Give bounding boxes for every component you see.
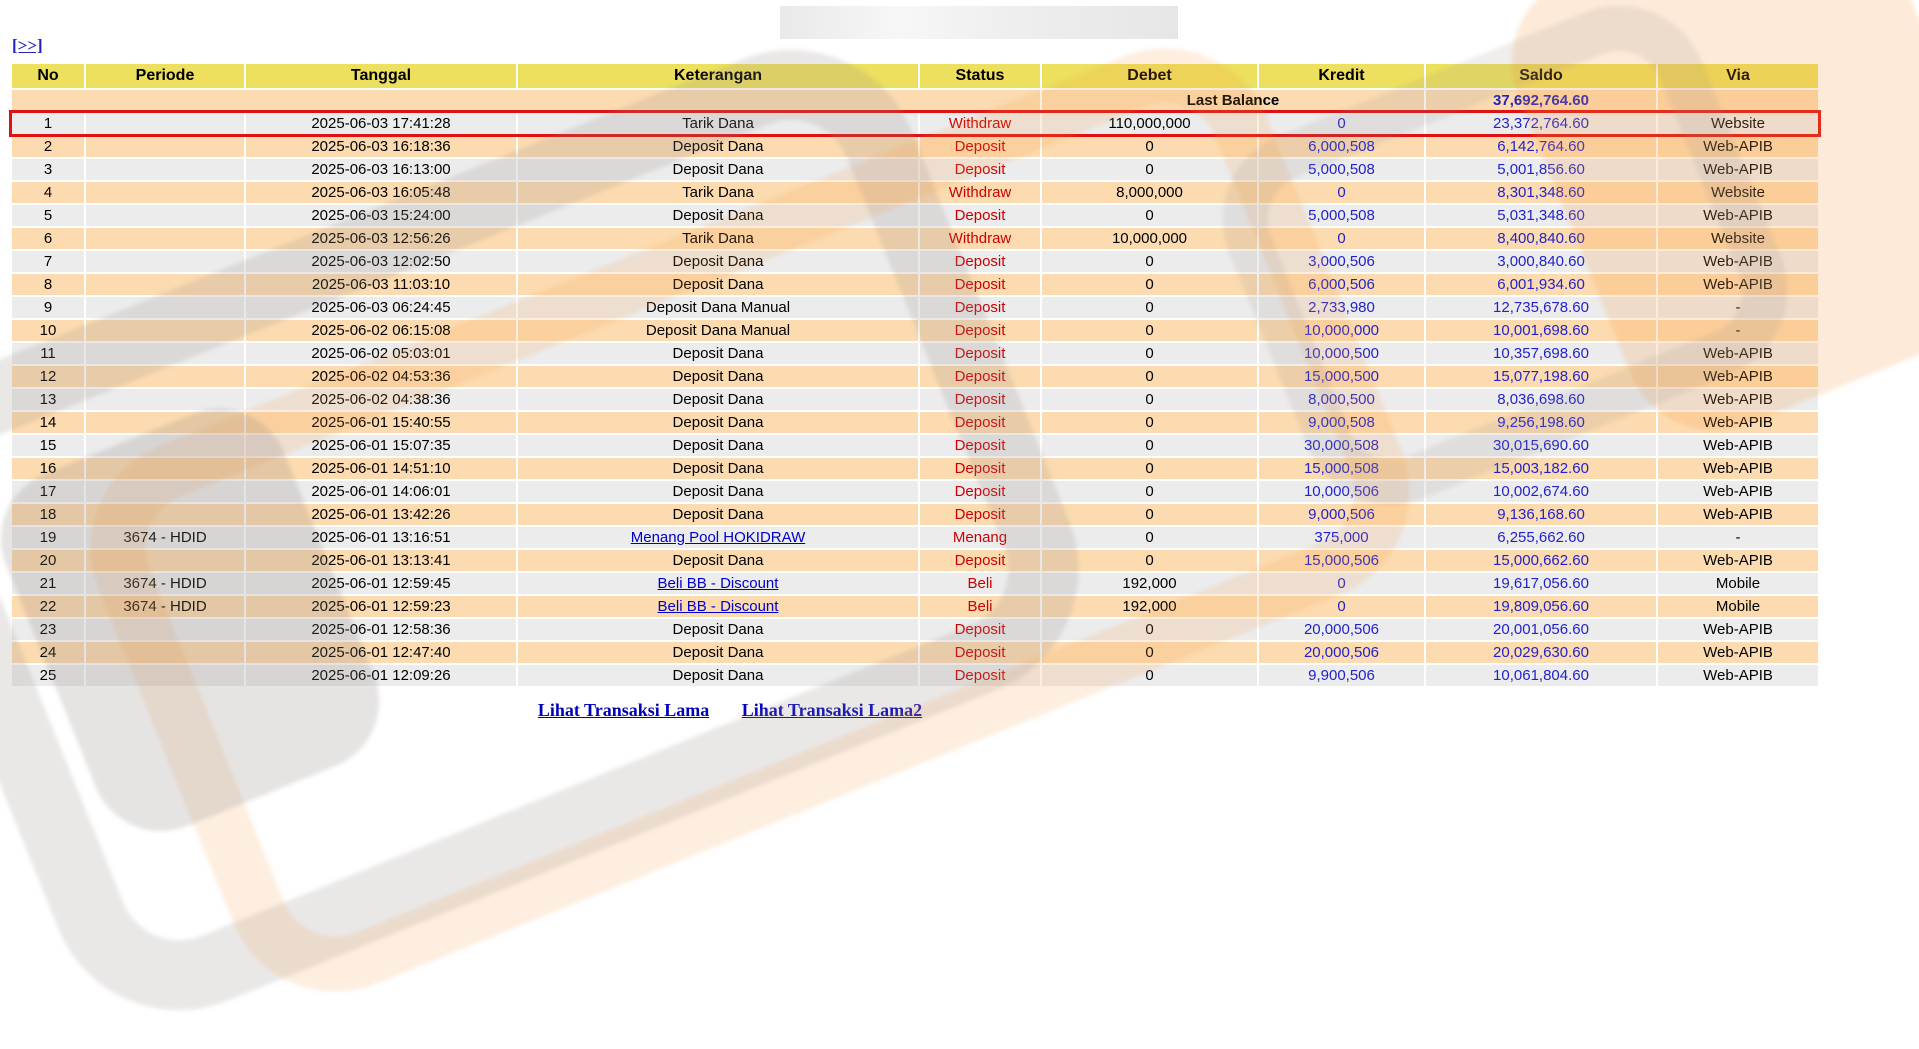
table-row[interactable]: [12, 527, 1818, 548]
cell-debet: 0: [1042, 343, 1257, 364]
last-balance-spacer: [12, 90, 1040, 111]
cell-kredit: 6,000,508: [1259, 136, 1424, 157]
cell-saldo: 6,255,662.60: [1426, 527, 1656, 548]
cell-tanggal: 2025-06-02 04:53:36: [246, 366, 516, 387]
cell-tanggal: 2025-06-03 15:24:00: [246, 205, 516, 226]
table-row[interactable]: [12, 343, 1818, 364]
cell-saldo: 10,001,698.60: [1426, 320, 1656, 341]
table-row[interactable]: [12, 182, 1818, 203]
cell-debet: 0: [1042, 435, 1257, 456]
cell-debet: 0: [1042, 159, 1257, 180]
cell-kredit: 20,000,506: [1259, 642, 1424, 663]
table-row[interactable]: [12, 136, 1818, 157]
cell-saldo: 15,003,182.60: [1426, 458, 1656, 479]
cell-keterangan: Deposit Dana: [518, 205, 918, 226]
transactions-section: [10, 62, 1820, 688]
cell-periode: [86, 458, 244, 479]
cell-saldo: 10,357,698.60: [1426, 343, 1656, 364]
cell-keterangan: Deposit Dana: [518, 251, 918, 272]
cell-periode: [86, 366, 244, 387]
cell-no: 19: [12, 527, 84, 548]
cell-periode: [86, 504, 244, 525]
table-row[interactable]: [12, 320, 1818, 341]
cell-kredit: 9,000,508: [1259, 412, 1424, 433]
cell-tanggal: 2025-06-02 05:03:01: [246, 343, 516, 364]
cell-saldo: 19,617,056.60: [1426, 573, 1656, 594]
cell-status: Deposit: [920, 412, 1040, 433]
last-balance-row: [12, 90, 1818, 111]
cell-debet: 0: [1042, 297, 1257, 318]
cell-periode: [86, 113, 244, 134]
cell-debet: 0: [1042, 619, 1257, 640]
cell-debet: 8,000,000: [1042, 182, 1257, 203]
cell-via: Web-APIB: [1658, 366, 1818, 387]
cell-periode: 3674 - HDID: [86, 573, 244, 594]
cell-no: 22: [12, 596, 84, 617]
cell-no: 7: [12, 251, 84, 272]
column-header-no: No: [12, 64, 84, 88]
cell-keterangan: Deposit Dana: [518, 136, 918, 157]
cell-via: -: [1658, 297, 1818, 318]
cell-saldo: 8,036,698.60: [1426, 389, 1656, 410]
cell-status: Beli: [920, 573, 1040, 594]
cell-debet: 0: [1042, 527, 1257, 548]
cell-no: 14: [12, 412, 84, 433]
cell-via: Web-APIB: [1658, 435, 1818, 456]
table-row[interactable]: [12, 435, 1818, 456]
cell-periode: 3674 - HDID: [86, 596, 244, 617]
cell-no: 5: [12, 205, 84, 226]
column-header-kredit: Kredit: [1259, 64, 1424, 88]
cell-keterangan: Deposit Dana: [518, 366, 918, 387]
cell-via: Web-APIB: [1658, 389, 1818, 410]
cell-tanggal: 2025-06-03 11:03:10: [246, 274, 516, 295]
keterangan-link[interactable]: Menang Pool HOKIDRAW: [630, 529, 806, 546]
cell-kredit: 0: [1259, 113, 1424, 134]
last-balance-via-spacer: [1658, 90, 1818, 111]
cell-tanggal: 2025-06-01 15:40:55: [246, 412, 516, 433]
cell-saldo: 10,002,674.60: [1426, 481, 1656, 502]
cell-keterangan: Deposit Dana: [518, 642, 918, 663]
footer-links: [0, 700, 1460, 721]
column-header-via: Via: [1658, 64, 1818, 88]
cell-via: Website: [1658, 113, 1818, 134]
cell-debet: 0: [1042, 412, 1257, 433]
table-row[interactable]: [12, 412, 1818, 433]
cell-saldo: 6,001,934.60: [1426, 274, 1656, 295]
cell-tanggal: 2025-06-03 16:18:36: [246, 136, 516, 157]
cell-no: 11: [12, 343, 84, 364]
cell-saldo: 5,031,348.60: [1426, 205, 1656, 226]
cell-keterangan: Tarik Dana: [518, 113, 918, 134]
cell-kredit: 5,000,508: [1259, 159, 1424, 180]
cell-kredit: 10,000,500: [1259, 343, 1424, 364]
cell-keterangan: Deposit Dana: [518, 274, 918, 295]
cell-no: 9: [12, 297, 84, 318]
table-row[interactable]: [12, 504, 1818, 525]
expand-link[interactable]: [>>]: [12, 36, 43, 55]
cell-periode: [86, 182, 244, 203]
cell-debet: 0: [1042, 481, 1257, 502]
cell-kredit: 3,000,506: [1259, 251, 1424, 272]
cell-status: Deposit: [920, 205, 1040, 226]
cell-tanggal: 2025-06-01 12:47:40: [246, 642, 516, 663]
cell-kredit: 375,000: [1259, 527, 1424, 548]
cell-kredit: 0: [1259, 596, 1424, 617]
cell-status: Deposit: [920, 642, 1040, 663]
cell-kredit: 10,000,506: [1259, 481, 1424, 502]
cell-via: Web-APIB: [1658, 504, 1818, 525]
cell-debet: 0: [1042, 665, 1257, 686]
link-lihat-transaksi-lama[interactable]: Lihat Transaksi Lama: [537, 700, 710, 720]
cell-kredit: 0: [1259, 573, 1424, 594]
cell-no: 24: [12, 642, 84, 663]
cell-saldo: 20,001,056.60: [1426, 619, 1656, 640]
transactions-table: [10, 62, 1820, 688]
cell-periode: [86, 136, 244, 157]
cell-via: Mobile: [1658, 573, 1818, 594]
cell-saldo: 19,809,056.60: [1426, 596, 1656, 617]
cell-tanggal: 2025-06-03 16:05:48: [246, 182, 516, 203]
cell-no: 10: [12, 320, 84, 341]
cell-periode: [86, 435, 244, 456]
cell-via: Web-APIB: [1658, 205, 1818, 226]
table-row[interactable]: [12, 113, 1818, 134]
cell-no: 13: [12, 389, 84, 410]
cell-via: Web-APIB: [1658, 251, 1818, 272]
cell-saldo: 23,372,764.60: [1426, 113, 1656, 134]
cell-tanggal: 2025-06-01 15:07:35: [246, 435, 516, 456]
cell-debet: 0: [1042, 205, 1257, 226]
banner-placeholder: [780, 6, 1178, 39]
cell-debet: 192,000: [1042, 596, 1257, 617]
last-balance-label: Last Balance: [1042, 90, 1424, 111]
cell-kredit: 9,000,506: [1259, 504, 1424, 525]
cell-status: Withdraw: [920, 182, 1040, 203]
cell-saldo: 12,735,678.60: [1426, 297, 1656, 318]
cell-status: Deposit: [920, 366, 1040, 387]
cell-saldo: 9,136,168.60: [1426, 504, 1656, 525]
cell-periode: [86, 297, 244, 318]
cell-keterangan: Deposit Dana: [518, 343, 918, 364]
cell-status: Withdraw: [920, 228, 1040, 249]
cell-status: Deposit: [920, 136, 1040, 157]
cell-periode: [86, 550, 244, 571]
cell-kredit: 15,000,506: [1259, 550, 1424, 571]
cell-tanggal: 2025-06-01 12:59:45: [246, 573, 516, 594]
cell-status: Deposit: [920, 251, 1040, 272]
cell-saldo: 15,000,662.60: [1426, 550, 1656, 571]
cell-no: 6: [12, 228, 84, 249]
cell-status: Deposit: [920, 343, 1040, 364]
cell-debet: 0: [1042, 274, 1257, 295]
cell-kredit: 10,000,000: [1259, 320, 1424, 341]
cell-status: Deposit: [920, 297, 1040, 318]
cell-status: Beli: [920, 596, 1040, 617]
table-row[interactable]: [12, 596, 1818, 617]
cell-via: Web-APIB: [1658, 412, 1818, 433]
table-row[interactable]: [12, 550, 1818, 571]
cell-periode: [86, 412, 244, 433]
cell-debet: 192,000: [1042, 573, 1257, 594]
cell-periode: [86, 320, 244, 341]
cell-tanggal: 2025-06-01 12:58:36: [246, 619, 516, 640]
cell-tanggal: 2025-06-03 16:13:00: [246, 159, 516, 180]
cell-debet: 0: [1042, 550, 1257, 571]
cell-via: -: [1658, 527, 1818, 548]
cell-via: Web-APIB: [1658, 642, 1818, 663]
cell-periode: 3674 - HDID: [86, 527, 244, 548]
cell-tanggal: 2025-06-02 06:15:08: [246, 320, 516, 341]
cell-status: Deposit: [920, 550, 1040, 571]
cell-periode: [86, 642, 244, 663]
table-row[interactable]: [12, 251, 1818, 272]
column-header-tanggal: Tanggal: [246, 64, 516, 88]
cell-via: Web-APIB: [1658, 136, 1818, 157]
column-header-status: Status: [920, 64, 1040, 88]
cell-debet: 0: [1042, 642, 1257, 663]
cell-keterangan: Deposit Dana Manual: [518, 320, 918, 341]
cell-keterangan: Deposit Dana: [518, 619, 918, 640]
cell-kredit: 20,000,506: [1259, 619, 1424, 640]
cell-no: 8: [12, 274, 84, 295]
cell-kredit: 8,000,500: [1259, 389, 1424, 410]
cell-no: 1: [12, 113, 84, 134]
cell-no: 18: [12, 504, 84, 525]
cell-kredit: 0: [1259, 228, 1424, 249]
cell-status: Deposit: [920, 435, 1040, 456]
cell-status: Deposit: [920, 481, 1040, 502]
column-header-keterangan: Keterangan: [518, 64, 918, 88]
cell-debet: 0: [1042, 320, 1257, 341]
cell-saldo: 8,400,840.60: [1426, 228, 1656, 249]
cell-keterangan: [518, 527, 918, 548]
table-header-row: [12, 64, 1818, 88]
cell-via: Web-APIB: [1658, 343, 1818, 364]
cell-tanggal: 2025-06-03 12:02:50: [246, 251, 516, 272]
cell-no: 21: [12, 573, 84, 594]
cell-periode: [86, 228, 244, 249]
cell-status: Menang: [920, 527, 1040, 548]
cell-debet: 0: [1042, 366, 1257, 387]
cell-saldo: 20,029,630.60: [1426, 642, 1656, 663]
column-header-debet: Debet: [1042, 64, 1257, 88]
cell-periode: [86, 389, 244, 410]
cell-keterangan: Tarik Dana: [518, 182, 918, 203]
cell-tanggal: 2025-06-03 17:41:28: [246, 113, 516, 134]
cell-status: Deposit: [920, 619, 1040, 640]
cell-tanggal: 2025-06-01 12:09:26: [246, 665, 516, 686]
cell-status: Deposit: [920, 274, 1040, 295]
cell-saldo: 3,000,840.60: [1426, 251, 1656, 272]
cell-saldo: 9,256,198.60: [1426, 412, 1656, 433]
cell-via: Web-APIB: [1658, 665, 1818, 686]
cell-no: 16: [12, 458, 84, 479]
cell-via: Mobile: [1658, 596, 1818, 617]
cell-tanggal: 2025-06-03 12:56:26: [246, 228, 516, 249]
cell-saldo: 10,061,804.60: [1426, 665, 1656, 686]
cell-no: 12: [12, 366, 84, 387]
cell-no: 2: [12, 136, 84, 157]
cell-periode: [86, 274, 244, 295]
keterangan-link[interactable]: Beli BB - Discount: [657, 575, 779, 592]
cell-status: Deposit: [920, 389, 1040, 410]
cell-keterangan: [518, 596, 918, 617]
cell-no: 25: [12, 665, 84, 686]
cell-saldo: 8,301,348.60: [1426, 182, 1656, 203]
cell-no: 4: [12, 182, 84, 203]
cell-keterangan: Deposit Dana: [518, 665, 918, 686]
cell-periode: [86, 251, 244, 272]
cell-periode: [86, 343, 244, 364]
cell-keterangan: Deposit Dana: [518, 159, 918, 180]
cell-periode: [86, 205, 244, 226]
cell-kredit: 5,000,508: [1259, 205, 1424, 226]
table-row[interactable]: [12, 665, 1818, 686]
cell-via: Web-APIB: [1658, 159, 1818, 180]
cell-kredit: 15,000,500: [1259, 366, 1424, 387]
last-balance-value: 37,692,764.60: [1426, 90, 1656, 111]
cell-debet: 0: [1042, 136, 1257, 157]
cell-debet: 0: [1042, 251, 1257, 272]
cell-via: Web-APIB: [1658, 458, 1818, 479]
cell-no: 3: [12, 159, 84, 180]
table-row[interactable]: [12, 642, 1818, 663]
cell-keterangan: [518, 573, 918, 594]
cell-periode: [86, 159, 244, 180]
table-row[interactable]: [12, 481, 1818, 502]
cell-tanggal: 2025-06-02 04:38:36: [246, 389, 516, 410]
cell-tanggal: 2025-06-01 14:51:10: [246, 458, 516, 479]
cell-no: 20: [12, 550, 84, 571]
table-row[interactable]: [12, 228, 1818, 249]
cell-via: Website: [1658, 228, 1818, 249]
table-row[interactable]: [12, 389, 1818, 410]
cell-debet: 0: [1042, 458, 1257, 479]
cell-status: Deposit: [920, 665, 1040, 686]
table-row[interactable]: [12, 619, 1818, 640]
cell-keterangan: Deposit Dana: [518, 481, 918, 502]
table-row[interactable]: [12, 458, 1818, 479]
cell-tanggal: 2025-06-03 06:24:45: [246, 297, 516, 318]
cell-kredit: 6,000,506: [1259, 274, 1424, 295]
cell-periode: [86, 619, 244, 640]
cell-status: Deposit: [920, 159, 1040, 180]
cell-no: 23: [12, 619, 84, 640]
cell-periode: [86, 665, 244, 686]
cell-keterangan: Deposit Dana: [518, 550, 918, 571]
cell-kredit: 30,000,508: [1259, 435, 1424, 456]
cell-via: Website: [1658, 182, 1818, 203]
table-row[interactable]: [12, 366, 1818, 387]
cell-periode: [86, 481, 244, 502]
cell-keterangan: Deposit Dana: [518, 458, 918, 479]
cell-keterangan: Deposit Dana Manual: [518, 297, 918, 318]
cell-tanggal: 2025-06-01 13:16:51: [246, 527, 516, 548]
table-row[interactable]: [12, 274, 1818, 295]
link-lihat-transaksi-lama2[interactable]: Lihat Transaksi Lama2: [741, 700, 923, 720]
cell-tanggal: 2025-06-01 13:42:26: [246, 504, 516, 525]
cell-status: Deposit: [920, 504, 1040, 525]
cell-keterangan: Deposit Dana: [518, 504, 918, 525]
cell-no: 15: [12, 435, 84, 456]
cell-via: Web-APIB: [1658, 274, 1818, 295]
cell-kredit: 0: [1259, 182, 1424, 203]
cell-kredit: 9,900,506: [1259, 665, 1424, 686]
cell-via: Web-APIB: [1658, 550, 1818, 571]
cell-kredit: 2,733,980: [1259, 297, 1424, 318]
cell-keterangan: Deposit Dana: [518, 389, 918, 410]
column-header-periode: Periode: [86, 64, 244, 88]
table-row[interactable]: [12, 159, 1818, 180]
cell-saldo: 30,015,690.60: [1426, 435, 1656, 456]
cell-status: Deposit: [920, 320, 1040, 341]
cell-keterangan: Tarik Dana: [518, 228, 918, 249]
cell-saldo: 5,001,856.60: [1426, 159, 1656, 180]
cell-saldo: 15,077,198.60: [1426, 366, 1656, 387]
table-row[interactable]: [12, 205, 1818, 226]
cell-via: -: [1658, 320, 1818, 341]
cell-keterangan: Deposit Dana: [518, 412, 918, 433]
cell-tanggal: 2025-06-01 13:13:41: [246, 550, 516, 571]
cell-debet: 110,000,000: [1042, 113, 1257, 134]
cell-via: Web-APIB: [1658, 619, 1818, 640]
cell-tanggal: 2025-06-01 12:59:23: [246, 596, 516, 617]
table-row[interactable]: [12, 573, 1818, 594]
cell-saldo: 6,142,764.60: [1426, 136, 1656, 157]
cell-keterangan: Deposit Dana: [518, 435, 918, 456]
cell-tanggal: 2025-06-01 14:06:01: [246, 481, 516, 502]
cell-status: Deposit: [920, 458, 1040, 479]
cell-via: Web-APIB: [1658, 481, 1818, 502]
cell-no: 17: [12, 481, 84, 502]
table-row[interactable]: [12, 297, 1818, 318]
cell-debet: 0: [1042, 504, 1257, 525]
cell-status: Withdraw: [920, 113, 1040, 134]
cell-debet: 10,000,000: [1042, 228, 1257, 249]
keterangan-link[interactable]: Beli BB - Discount: [657, 598, 779, 615]
cell-kredit: 15,000,508: [1259, 458, 1424, 479]
column-header-saldo: Saldo: [1426, 64, 1656, 88]
cell-debet: 0: [1042, 389, 1257, 410]
